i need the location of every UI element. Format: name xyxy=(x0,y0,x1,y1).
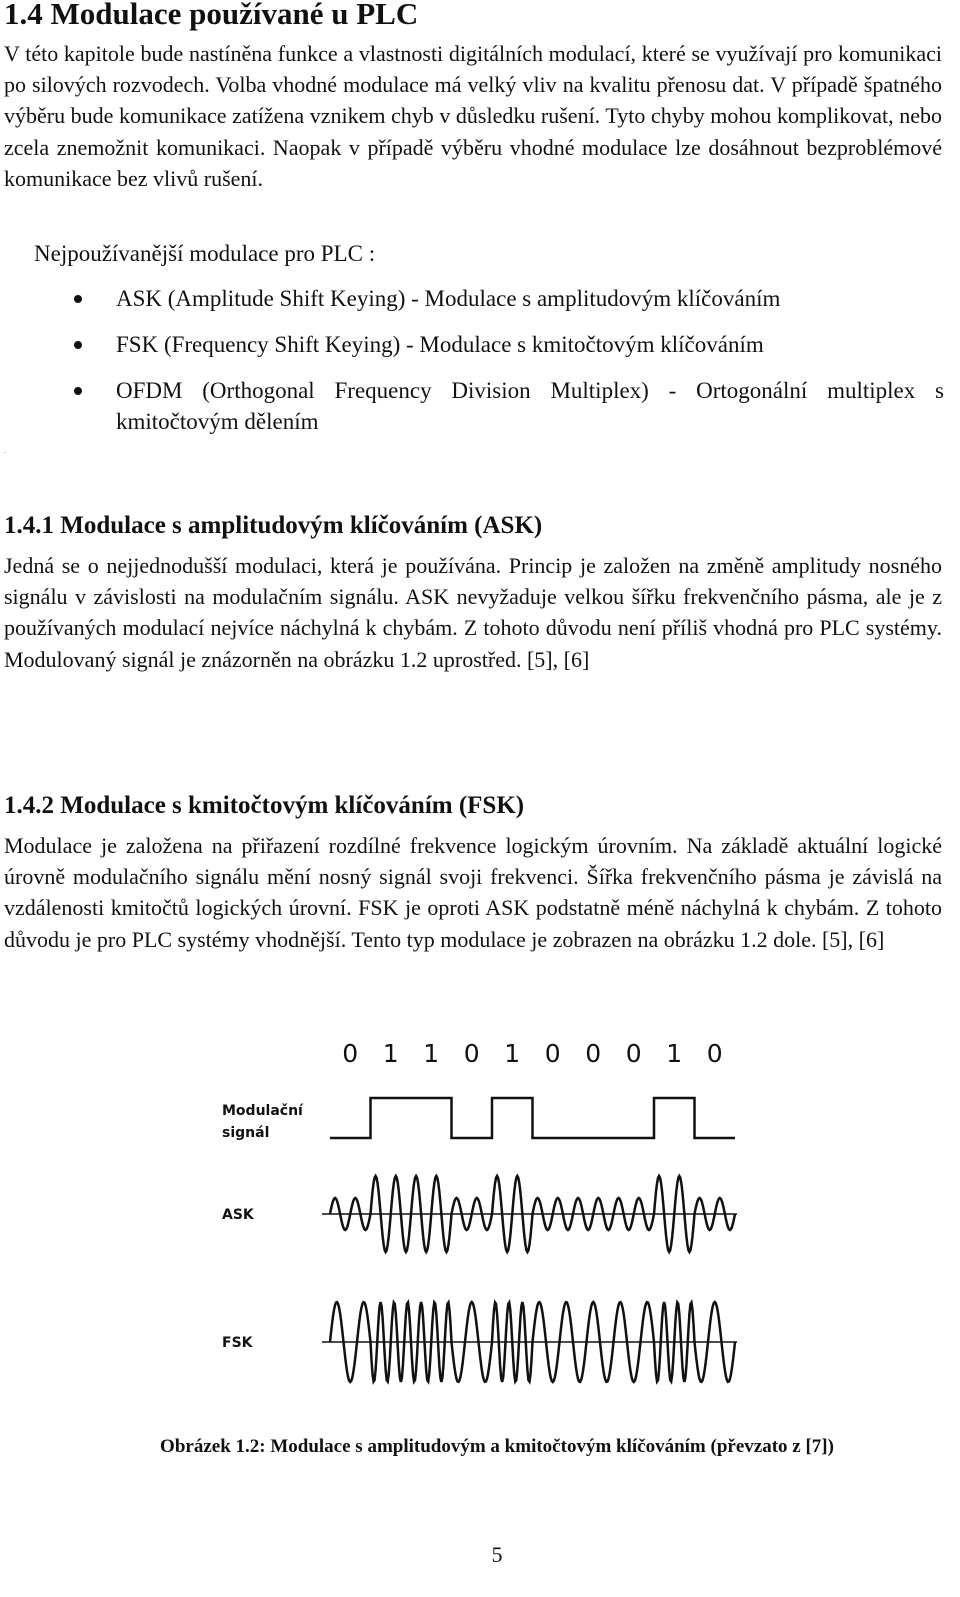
bullet-icon xyxy=(74,341,82,349)
bit-label: 0 xyxy=(625,1039,642,1068)
bit-label: 0 xyxy=(585,1039,602,1068)
modulation-figure xyxy=(212,1036,752,1406)
ask-label: ASK xyxy=(222,1207,254,1223)
ask-waveform xyxy=(330,1176,735,1252)
modulating-signal-waveform xyxy=(330,1098,735,1138)
list-intro: Nejpoužívanější modulace pro PLC : xyxy=(34,241,376,266)
bit-label: 1 xyxy=(504,1039,521,1068)
page-number: 5 xyxy=(491,1542,503,1567)
modulating-label-line1: Modulační xyxy=(222,1103,303,1119)
list-item-text: FSK (Frequency Shift Keying) - Modulace s kmitočtovým klíčováním xyxy=(116,332,764,357)
figure-caption: Obrázek 1.2: Modulace s amplitudovým a kmitočtovým klíčováním (převzato z [7]) xyxy=(160,1436,834,1457)
bit-label: 1 xyxy=(666,1039,683,1068)
bullet-icon xyxy=(74,295,82,303)
list-item-text: OFDM (Orthogonal Frequency Division Multiplex) - Ortogonální multiplex s kmitočtovým dělením xyxy=(116,378,944,434)
fsk-waveform xyxy=(330,1302,735,1382)
bullet-icon xyxy=(74,387,82,395)
fsk-section-paragraph: Modulace je založena na přiřazení rozdílné frekvence logickým úrovním. Na základě aktuální logické úrovně modulačního signálu mění nosný signál svoji frekvenci. Šířka frekvenčního pásma je závislá na vzdálenosti kmitočtů logických úrovní. FSK je oproti ASK podstatně méně náchylná k chybám. Z tohoto důvodu je pro PLC systémy vhodnější. Tento typ modulace je zobrazen na obrázku 1.2 dole. [5], [6] xyxy=(4,833,942,952)
stray-mark: . xyxy=(4,446,6,455)
list-item xyxy=(0,329,944,360)
bit-label: 1 xyxy=(423,1039,440,1068)
list-item xyxy=(0,283,944,314)
bit-label: 0 xyxy=(342,1039,359,1068)
section-paragraph: V této kapitole bude nastíněna funkce a vlastnosti digitálních modulací, které se využívají pro komunikaci po silových rozvodech. Volba vhodné modulace má velký vliv na kvalitu přenosu dat. V případě špatného výběru bude komunikace zatížena vznikem chyb v důsledku rušení. Tyto chyby mohou komplikovat, nebo zcela znemožnit komunikaci. Naopak v případě výběru vhodné modulace lze dosáhnout bezproblémové komunikace bez vlivů rušení. xyxy=(4,41,942,191)
modulating-label-line2: signál xyxy=(222,1125,270,1141)
fsk-section-title: 1.4.2 Modulace s kmitočtovým klíčováním (FSK) xyxy=(4,792,525,819)
bit-label: 0 xyxy=(544,1039,561,1068)
bit-label: 1 xyxy=(382,1039,399,1068)
list-item-text: ASK (Amplitude Shift Keying) - Modulace s amplitudovým klíčováním xyxy=(116,286,781,311)
bit-label: 0 xyxy=(706,1039,723,1068)
ask-section-paragraph: Jedná se o nejjednodušší modulaci, která je používána. Princip je založen na změně amplitudy nosného signálu v závislosti na modulačním signálu. ASK nevyžaduje velkou šířku frekvenčního pásma, ale je z používaných modulací nejvíce náchylná k chybám. Z tohoto důvodu není příliš vhodná pro PLC systémy. Modulovaný signál je znázorněn na obrázku 1.2 uprostřed. [5], [6] xyxy=(4,553,942,672)
modulation-list xyxy=(0,283,944,452)
fsk-label: FSK xyxy=(222,1335,253,1351)
ask-section-title: 1.4.1 Modulace s amplitudovým klíčováním (ASK) xyxy=(4,512,543,539)
modulation-diagram xyxy=(212,1036,752,1406)
section-title: 1.4 Modulace používané u PLC xyxy=(4,0,419,31)
list-item xyxy=(0,375,944,437)
bit-label: 0 xyxy=(463,1039,480,1068)
